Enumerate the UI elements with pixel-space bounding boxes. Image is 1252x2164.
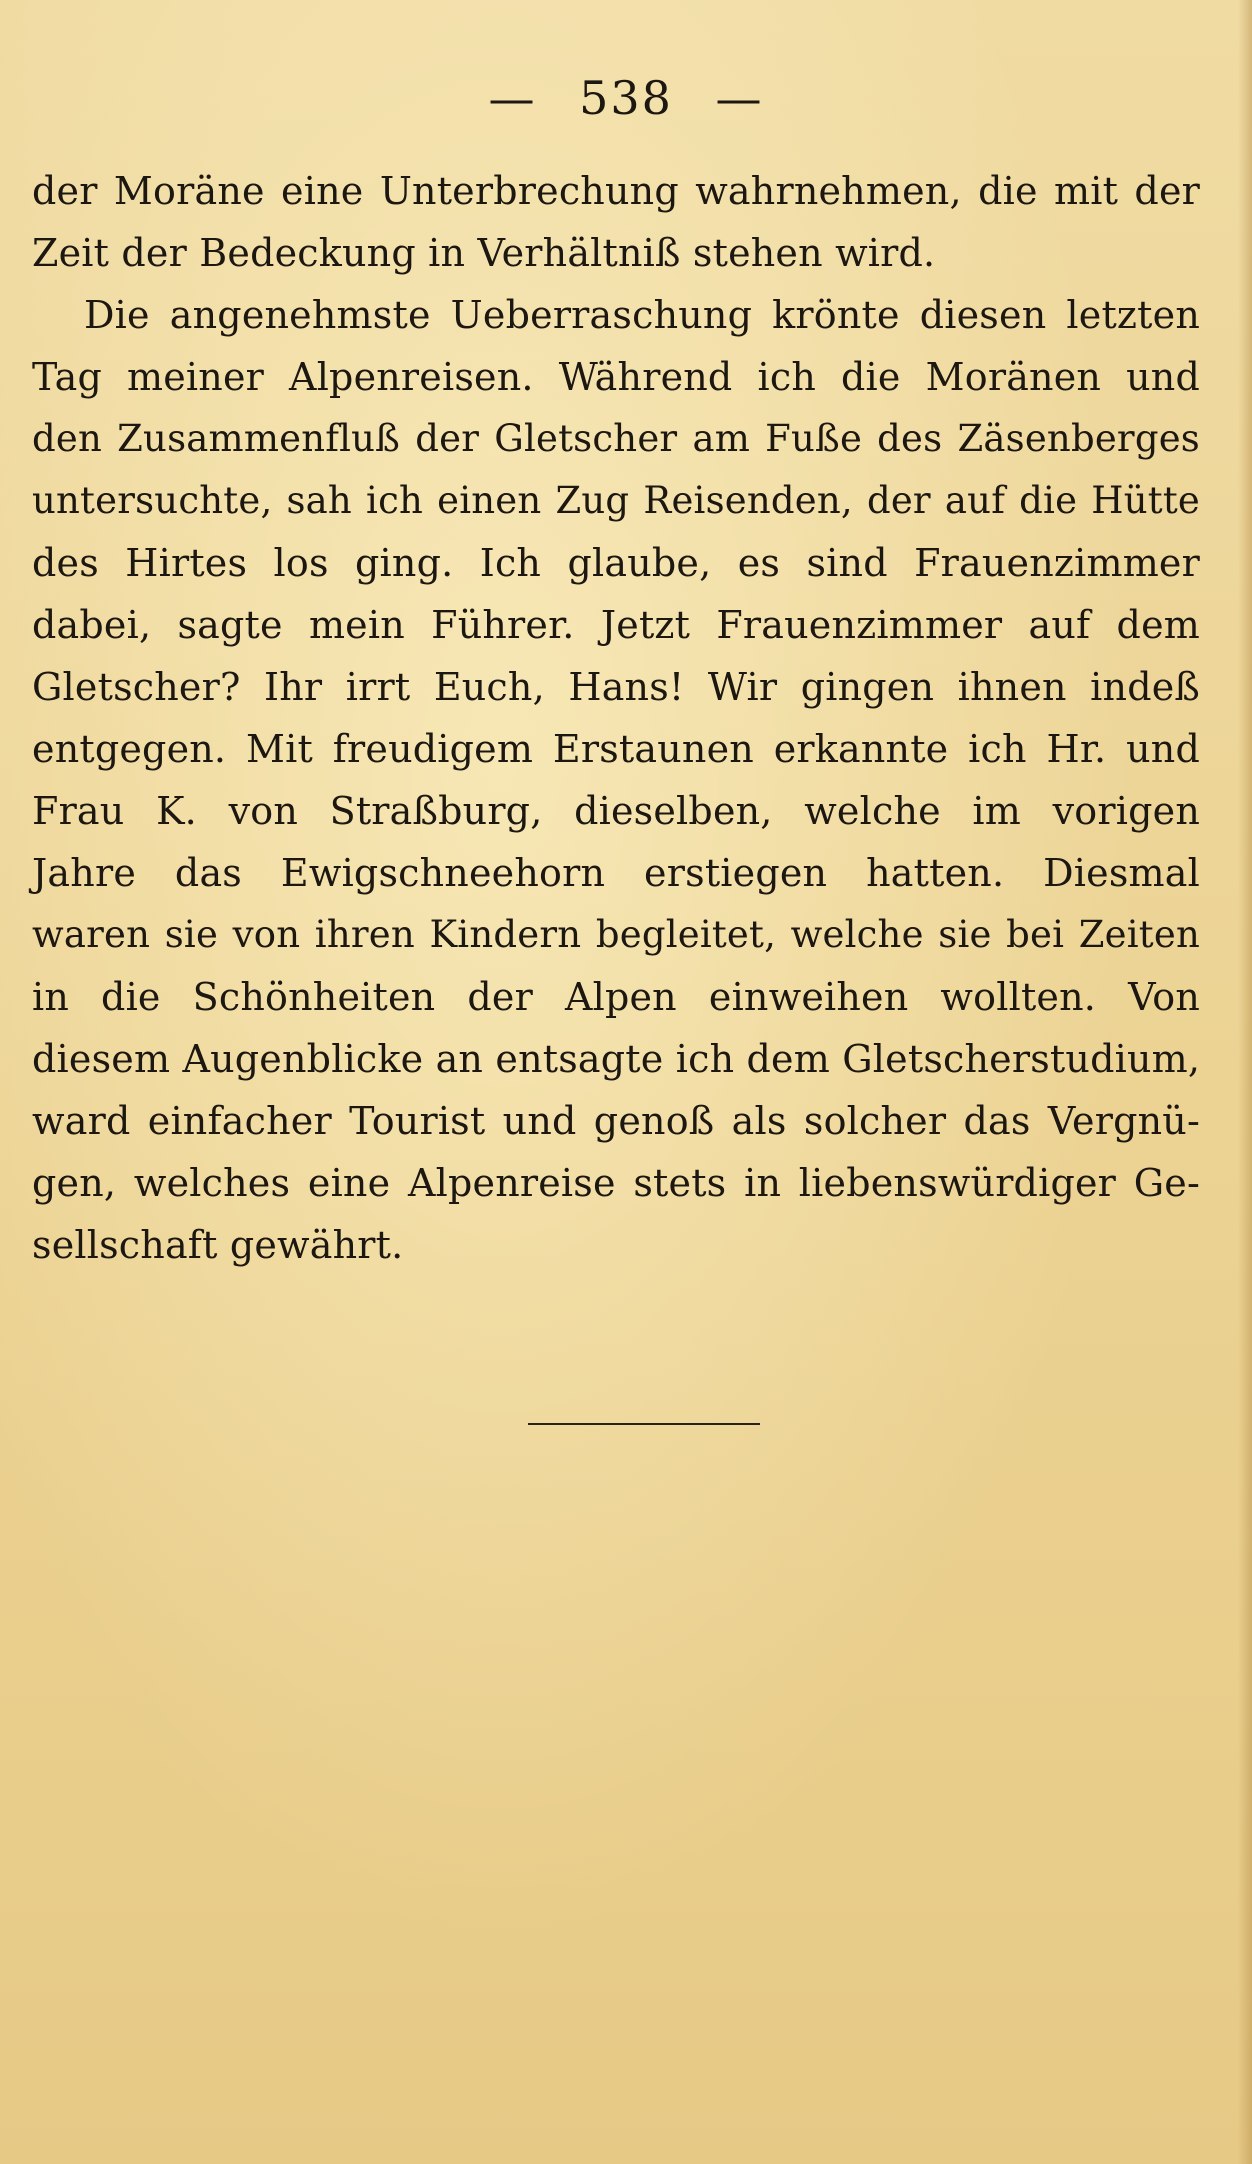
text-line: Jahre das Ewigschneehorn erstiegen hatten. Diesmal bbox=[32, 851, 1200, 895]
text-line: Die angenehmste Ueberraschung krönte diesen letzten bbox=[84, 293, 1200, 337]
text-line: waren sie von ihren Kindern begleitet, welche sie bei Zeiten bbox=[32, 913, 1200, 956]
text-line: sellschaft gewährt. bbox=[32, 1223, 404, 1267]
text-line: Gletscher? Ihr irrt Euch, Hans! Wir gingen ihnen indeß bbox=[32, 665, 1200, 709]
text-line: ward einfacher Tourist und genoß als solcher das Vergnü- bbox=[32, 1099, 1200, 1143]
page-edge-shadow bbox=[1238, 0, 1252, 2164]
paragraph bbox=[32, 284, 1200, 1276]
body-text bbox=[32, 160, 1200, 1276]
text-line: des Hirtes los ging. Ich glaube, es sind Frauenzimmer bbox=[32, 541, 1200, 585]
text-line: der Moräne eine Unterbrechung wahrnehmen, die mit der bbox=[32, 169, 1200, 213]
text-line: den Zusammenfluß der Gletscher am Fuße des Zäsenberges bbox=[32, 417, 1200, 460]
text-line: untersuchte, sah ich einen Zug Reisenden, der auf die Hütte bbox=[32, 479, 1200, 522]
text-line: Zeit der Bedeckung in Verhältniß stehen wird. bbox=[32, 231, 936, 275]
page-number-dash-left: — bbox=[488, 71, 537, 125]
page-number: 538 bbox=[579, 71, 673, 125]
page-number-dash-right: — bbox=[715, 71, 764, 125]
text-line: Frau K. von Straßburg, dieselben, welche im vorigen bbox=[32, 789, 1200, 833]
text-line: Tag meiner Alpenreisen. Während ich die Moränen und bbox=[32, 355, 1200, 399]
text-line: gen, welches eine Alpenreise stets in liebenswürdiger Ge- bbox=[32, 1161, 1200, 1205]
section-divider-rule bbox=[528, 1423, 760, 1425]
text-line: entgegen. Mit freudigem Erstaunen erkannte ich Hr. und bbox=[32, 727, 1200, 771]
paragraph bbox=[32, 160, 1200, 284]
text-line: diesem Augenblicke an entsagte ich dem Gletscherstudium, bbox=[32, 1037, 1201, 1081]
page-number-header bbox=[0, 70, 1252, 126]
text-line: dabei, sagte mein Führer. Jetzt Frauenzimmer auf dem bbox=[32, 603, 1200, 647]
text-line: in die Schönheiten der Alpen einweihen wollten. Von bbox=[32, 975, 1200, 1019]
